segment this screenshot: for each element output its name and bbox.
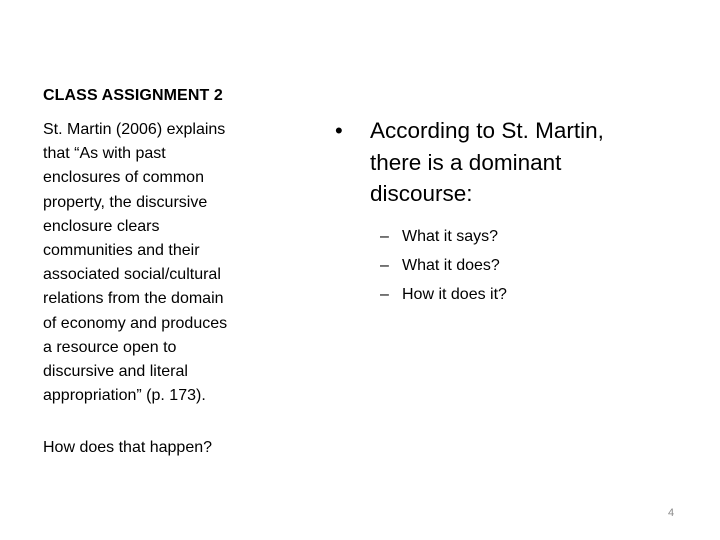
dash-icon: – (380, 285, 389, 303)
sub-bullet-list (380, 222, 695, 309)
sub-bullet-text: What it does? (402, 256, 500, 274)
sub-bullet-item (380, 222, 695, 251)
question-text: How does that happen? (43, 439, 213, 456)
sub-bullet-item (380, 280, 695, 309)
main-bullet (335, 115, 695, 210)
dash-icon: – (380, 256, 389, 274)
slide-title: CLASS ASSIGNMENT 2 (43, 87, 223, 104)
main-bullet-text: According to St. Martin, there is a dominant discourse: (370, 118, 604, 206)
sub-bullet-text: What it says? (402, 227, 499, 245)
quote-text: St. Martin (2006) explains that “As with past enclosures of common property, the discursive enclosure clears communities and their associated social/cultural relations from the domain of economy and produces a resource open to discursive and literal appropriation” (p. 173). (43, 121, 228, 405)
page-number: 4 (668, 507, 675, 519)
bullet-dot-icon: • (335, 118, 343, 143)
dash-icon: – (380, 227, 389, 245)
bullet-block (335, 115, 695, 309)
sub-bullet-text: How it does it? (402, 285, 507, 303)
sub-bullet-item (380, 251, 695, 280)
quote-block (43, 118, 275, 408)
